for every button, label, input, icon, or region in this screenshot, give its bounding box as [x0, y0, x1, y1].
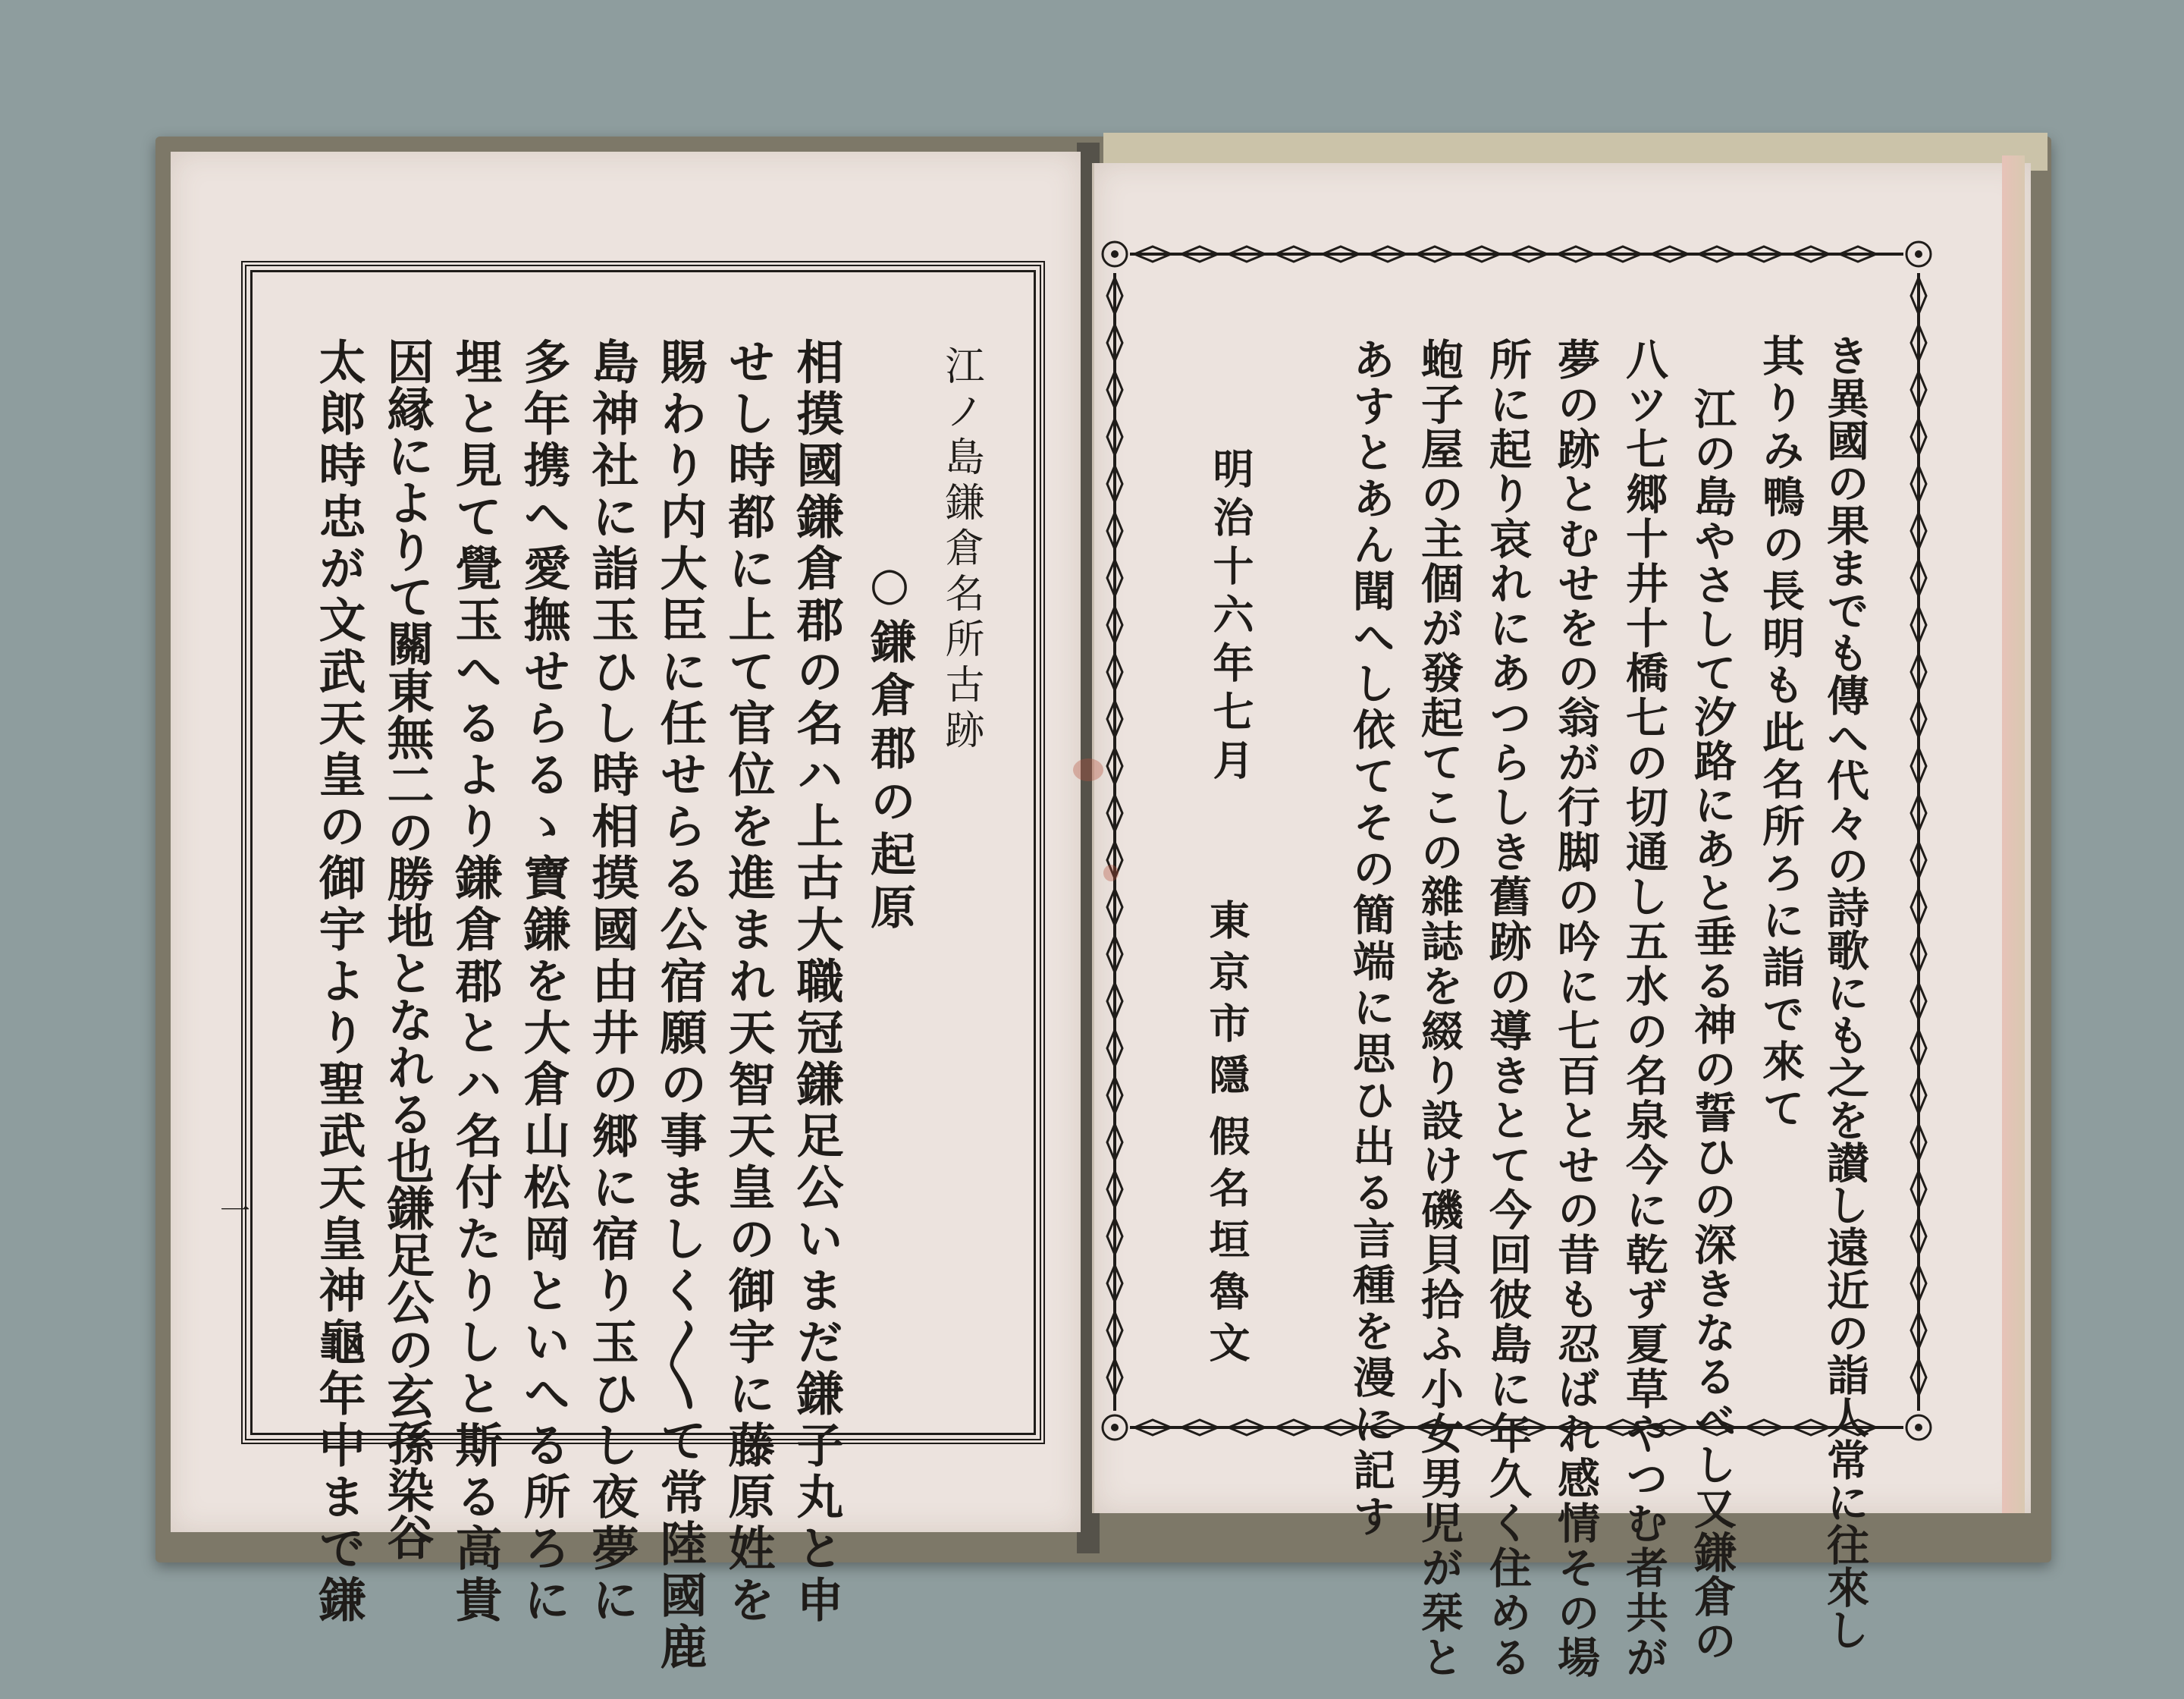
- page-number: 一: [220, 1194, 250, 1229]
- left-body-column: 埋と見て覺玉へるより鎌倉郡とハ名付たりしと斯る高貴: [447, 338, 503, 1627]
- preface-column: き異國の果までも傳へ代々の詩歌にも之を讃し遠近の詣人常に往來し: [1820, 334, 1870, 1650]
- paper-stain: [1103, 865, 1119, 881]
- left-body-column: 太郎時忠が文武天皇の御宇より聖武天皇神龜年中まで鎌: [311, 338, 366, 1627]
- author-name: 假名垣魯文: [1203, 1115, 1251, 1373]
- preface-column: 江の島やさして汐路にあと垂る神の誓ひの深きなるべし又鎌倉の: [1687, 387, 1737, 1663]
- left-body-column: 多年携へ愛撫せらるゝ寶鎌を大倉山松岡といへる所ろに: [516, 338, 571, 1627]
- preface-column: 蚫子屋の主個が發起てこの雜誌を綴り設け磯貝拾ふ小女男児が栞と: [1414, 338, 1464, 1680]
- preface-column: 八ツ七郷十井十橋七の切通し五水の名泉今に乾ず夏草やつむ者共が: [1619, 338, 1669, 1680]
- left-body-column: 相摸國鎌倉郡の名ハ上古大職冠鎌足公いまだ鎌子丸と申: [789, 338, 844, 1627]
- section-heading: ○鎌倉郡の起原: [863, 557, 916, 937]
- preface-date: 明治十六年七月: [1207, 448, 1255, 787]
- preface-column: 所に起り哀れにあつらしき舊跡の導きとて今回彼島に年久く住める: [1483, 338, 1533, 1680]
- left-body-column: 島神社に詣玉ひし時相摸國由井の郷に宿り玉ひし夜夢に: [584, 338, 639, 1627]
- preface-column: 其りみ鴨の長明も此名所ろに詣で來て: [1756, 334, 1806, 1133]
- preface-column: 夢の跡とむせをの翁が行脚の吟に七百とせの昔も忍ばれ感情その場: [1551, 338, 1601, 1680]
- paper-stain: [1073, 758, 1103, 781]
- left-body-column: せし時都に上て官位を進まれ天智天皇の御宇に藤原姓を: [720, 338, 776, 1627]
- running-title: 江ノ島鎌倉名所古跡: [938, 345, 984, 755]
- left-body-column: 賜わり内大臣に任せらる公宿願の事ましく〳〵て常陸國鹿: [652, 338, 708, 1674]
- author-place: 東京市隱: [1203, 899, 1251, 1105]
- preface-column: あすとあん聞へし依てその簡端に思ひ出る言種を漫に記す: [1346, 338, 1396, 1540]
- left-body-column: 因縁によりて關東無二の勝地となれる也鎌足公の玄孫染谷: [379, 338, 435, 1560]
